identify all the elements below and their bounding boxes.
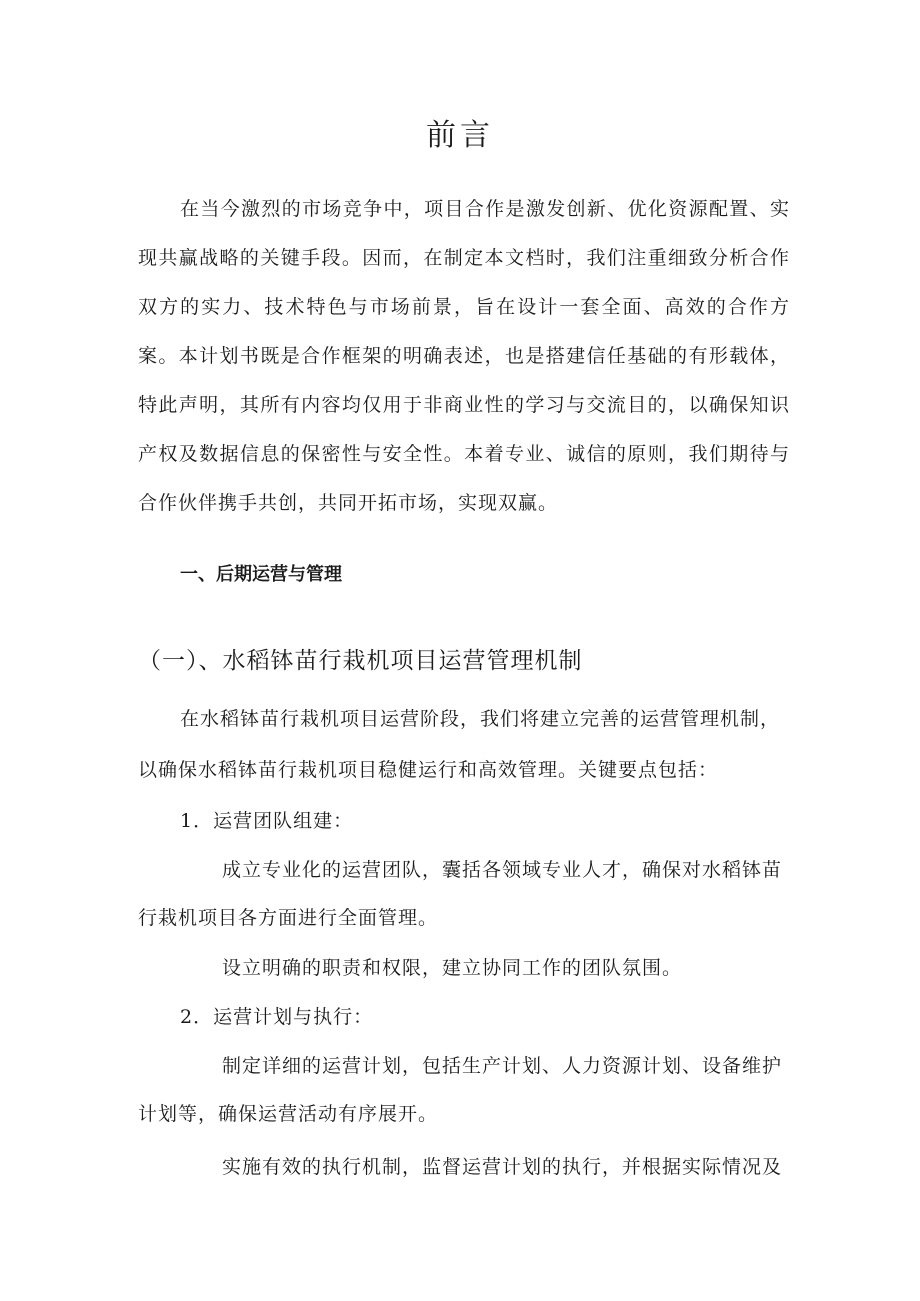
section-heading: 一、后期运营与管理 bbox=[180, 564, 342, 585]
item-1-paragraph-2: 设立明确的职责和权限，建立协同工作的团队氛围。 bbox=[222, 957, 683, 979]
item-1-paragraph-1-line-1: 成立专业化的运营团队，囊括各领域专业人才，确保对水稻钵苗 bbox=[222, 859, 783, 881]
item-2-paragraph-1-line-1: 制定详细的运营计划，包括生产计划、人力资源计划、设备维护 bbox=[222, 1055, 783, 1077]
preface-paragraph: 在当今激烈的市场竞争中，项目合作是激发创新、优化资源配置、实现共赢战略的关键手段。因而，在制定本文档时，我们注重细致分析合作双方的实力、技术特色与市场前景，旨在设计一套全面、高效的合作方案。本计划书既是合作框架的明确表述，也是搭建信任基础的有形载体，特此声明，其所有内容均仅用于非商业性的学习与交流目的，以确保知识产权及数据信息的保密性与安全性。本着专业、诚信的原则，我们期待与合作伙伴携手共创，共同开拓市场，实现双赢。 bbox=[138, 198, 790, 514]
item-2-paragraph-1-line-2: 计划等，确保运营活动有序展开。 bbox=[138, 1103, 439, 1125]
item-1-paragraph-1-line-2: 行栽机项目各方面进行全面管理。 bbox=[138, 907, 439, 929]
page-title: 前言 bbox=[426, 118, 494, 153]
subsection-heading: （一）、水稻钵苗行栽机项目运营管理机制 bbox=[138, 648, 583, 674]
item-2-paragraph-2-line-1: 实施有效的执行机制，监督运营计划的执行，并根据实际情况及 bbox=[222, 1156, 783, 1178]
intro-line-2: 以确保水稻钵苗行栽机项目稳健运行和高效管理。关键要点包括： bbox=[138, 759, 719, 781]
list-item-1-label: 1．运营团队组建： bbox=[180, 810, 354, 832]
list-item-2-label: 2．运营计划与执行： bbox=[180, 1006, 374, 1028]
intro-line-1: 在水稻钵苗行栽机项目运营阶段，我们将建立完善的运营管理机制， bbox=[180, 708, 781, 730]
